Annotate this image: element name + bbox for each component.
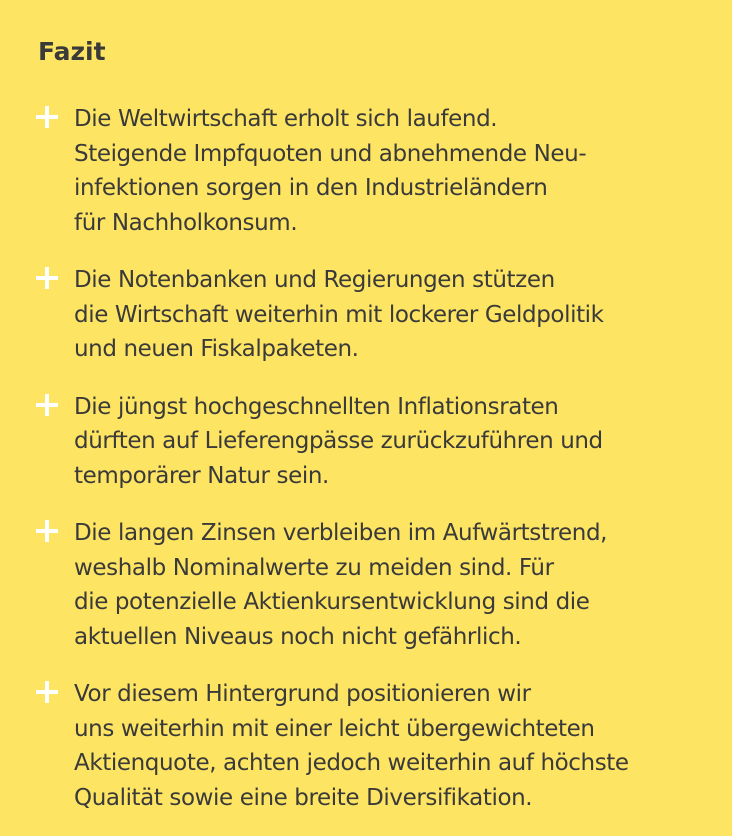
plus-icon: [36, 394, 58, 416]
plus-icon: [36, 520, 58, 542]
bullet-list: [38, 102, 702, 815]
bullet-line: Steigende Impfquoten und abnehmende Neu-: [74, 140, 587, 167]
bullet-line: die potenzielle Aktienkursentwicklung sind die: [74, 589, 590, 615]
bullet-line: für Nachholkonsum.: [74, 209, 298, 236]
bullet-line: uns weiterhin mit einer leicht übergewichteten: [74, 715, 595, 742]
bullet-line: aktuellen Niveaus noch nicht gefährlich.: [74, 623, 522, 650]
bullet-line: infektionen sorgen in den Industrieländern: [74, 175, 548, 201]
bullet-line: Qualität sowie eine breite Diversifikation.: [74, 784, 533, 811]
panel-title: Fazit: [38, 37, 106, 66]
bullet-line: Die jüngst hochgeschnellten Inflationsraten: [74, 393, 559, 420]
bullet-line: Vor diesem Hintergrund positionieren wir: [74, 681, 531, 707]
bullet-item: [38, 263, 702, 367]
bullet-line: temporärer Natur sein.: [74, 462, 329, 489]
bullet-line: die Wirtschaft weiterhin mit lockerer Geldpolitik: [74, 301, 604, 328]
bullet-line: Die Notenbanken und Regierungen stützen: [74, 267, 555, 293]
bullet-item: [38, 390, 702, 494]
bullet-line: und neuen Fiskalpaketen.: [74, 336, 359, 362]
bullet-item: [38, 677, 702, 815]
plus-icon: [36, 267, 58, 289]
bullet-line: dürften auf Lieferengpässe zurückzuführen und: [74, 428, 603, 454]
bullet-line: Die Weltwirtschaft erholt sich laufend.: [74, 106, 498, 132]
plus-icon: [36, 106, 58, 128]
bullet-line: weshalb Nominalwerte zu meiden sind. Für: [74, 554, 554, 581]
bullet-line: Die langen Zinsen verbleiben im Aufwärtstrend,: [74, 520, 608, 546]
bullet-item: [38, 102, 702, 240]
bullet-line: Aktienquote, achten jedoch weiterhin auf höchste: [74, 750, 629, 776]
bullet-item: [38, 516, 702, 654]
plus-icon: [36, 681, 58, 703]
